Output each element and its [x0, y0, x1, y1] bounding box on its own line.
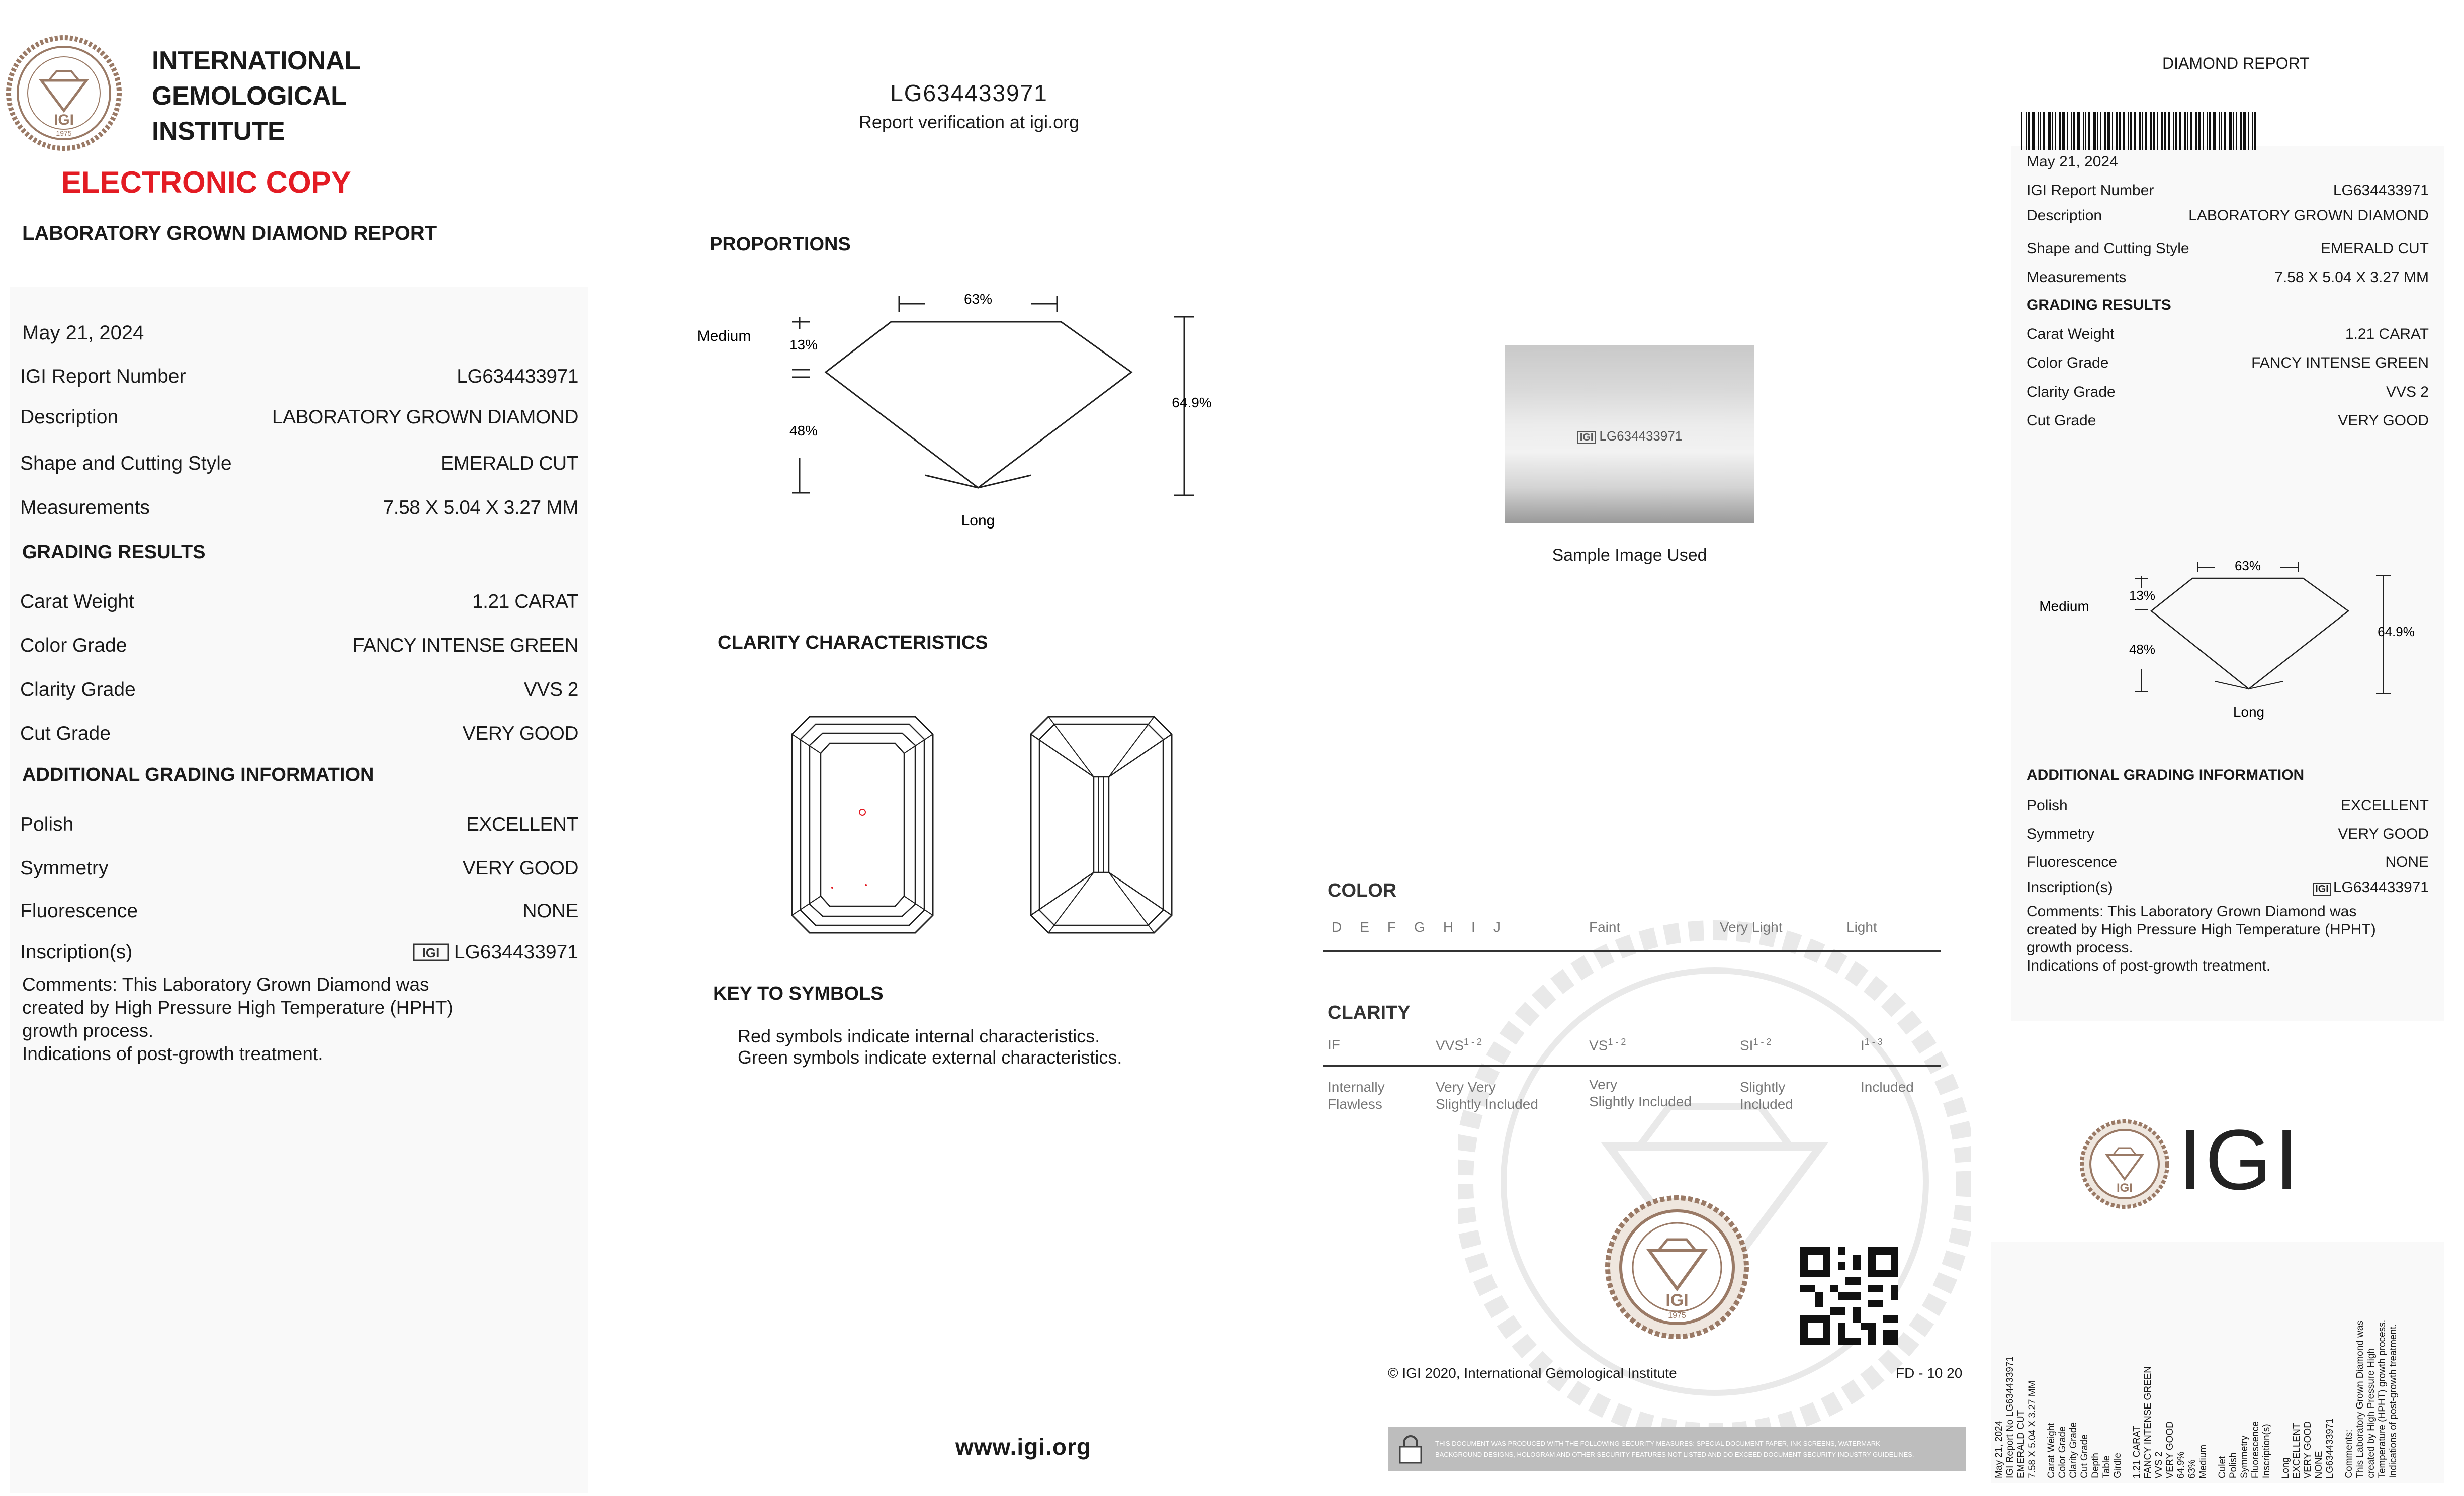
additional-row — [20, 941, 578, 963]
grading-row — [20, 723, 578, 745]
report-row — [20, 366, 578, 388]
key-line-red: Red symbols indicate internal characteristics. — [738, 1026, 1100, 1046]
additional-row — [20, 814, 578, 836]
barcode-bar — [2107, 112, 2110, 150]
right-grading-row: Color Grade FANCY INTENSE GREEN — [2027, 355, 2429, 371]
clarity-grade-vvs: VVS$^{1 - 2}$ — [1436, 1037, 1482, 1053]
color-letter: F — [1387, 919, 1396, 935]
row-label: Description — [20, 406, 119, 428]
stub-col-6: Comments: This Laboratory Grown Diamond was created by High Pressure High Temperature (HPHT) growth process. Indications of post-growth treatment. — [2344, 1319, 2399, 1478]
color-range-light: Light — [1846, 919, 1877, 935]
barcode-bar — [2116, 112, 2118, 150]
barcode-bar — [2142, 112, 2143, 150]
barcode-bar — [2059, 112, 2061, 150]
proportions-diagram — [689, 282, 1232, 543]
clarity-grade-vs: VS$^{1 - 2}$ — [1589, 1037, 1626, 1053]
report-barcode — [2021, 112, 2263, 150]
barcode-bar — [2139, 112, 2141, 150]
color-letter: H — [1443, 919, 1454, 935]
grading-results-heading: GRADING RESULTS — [22, 542, 206, 563]
row-label: IGI Report Number — [20, 366, 186, 387]
stub-col-3: 1.21 CARAT FANCY INTENSE GREEN VVS 2 VERY GOOD 64.9% 63% Medium — [2132, 1366, 2209, 1478]
electronic-copy-label: ELECTRONIC COPY — [61, 165, 351, 199]
right-panel-header: DIAMOND REPORT — [2162, 54, 2310, 72]
svg-text:64.9%: 64.9% — [2378, 624, 2415, 639]
barcode-bar — [2229, 112, 2232, 150]
report-row — [20, 406, 578, 428]
right-report-row: IGI Report Number LG634433971 — [2027, 182, 2429, 199]
report-title: LABORATORY GROWN DIAMOND REPORT — [22, 222, 437, 244]
inscription-value: IGI LG634433971 — [412, 941, 578, 963]
stub-col-1: May 21, 2024 IGI Report No LG634433971 EMERALD CUT 7.58 X 5.04 X 3.27 MM — [1994, 1356, 2038, 1478]
clarity-desc-vvs: Very Very Slightly Included — [1436, 1079, 1538, 1112]
brand-line-3: INSTITUTE — [152, 117, 285, 146]
barcode-bar — [2026, 112, 2027, 150]
svg-text:48%: 48% — [2129, 642, 2156, 657]
svg-text:Medium: Medium — [2039, 598, 2089, 614]
sample-caption: Sample Image Used — [1552, 546, 1707, 565]
barcode-bar — [2221, 112, 2222, 150]
barcode-bar — [2073, 112, 2075, 150]
row-label: Cut Grade — [20, 723, 111, 744]
color-letters — [1332, 919, 1501, 935]
key-to-symbols-heading: KEY TO SYMBOLS — [713, 983, 884, 1004]
report-row — [20, 453, 578, 475]
brand-line-2: GEMOLOGICAL — [152, 81, 347, 111]
stub-col-5: Long EXCELLENT VERY GOOD NONE LG634433971 — [2280, 1418, 2335, 1478]
svg-text:IGI: IGI — [53, 112, 74, 128]
right-additional-row: Fluorescence NONE — [2027, 854, 2429, 870]
clarity-grade-i: $I^{1 - 3}$ — [1861, 1037, 1883, 1053]
right-grading-row: Clarity Grade VVS 2 — [2027, 384, 2429, 400]
barcode-bar — [2104, 112, 2106, 150]
barcode-bar — [2043, 112, 2045, 150]
proportions-heading: PROPORTIONS — [710, 234, 851, 255]
verification-qr-code[interactable] — [1800, 1247, 1898, 1345]
barcode-bar — [2207, 112, 2208, 150]
barcode-bar — [2203, 112, 2204, 150]
color-letter: J — [1493, 919, 1501, 935]
barcode-bar — [2055, 112, 2056, 150]
barcode-bar — [2233, 112, 2234, 150]
copyright-text: © IGI 2020, International Gemological Institute — [1388, 1365, 1677, 1381]
row-value: NONE — [522, 900, 578, 922]
barcode-bar — [2254, 112, 2256, 150]
barcode-bar — [2100, 112, 2101, 150]
right-grading-row: Carat Weight 1.21 CARAT — [2027, 326, 2429, 342]
right-grading-row: Cut Grade VERY GOOD — [2027, 412, 2429, 429]
barcode-bar — [2224, 112, 2226, 150]
row-label: Clarity Grade — [20, 679, 136, 700]
igi-certification-seal-icon — [1604, 1194, 1750, 1340]
row-label: Color Grade — [20, 635, 127, 656]
clarity-plot-crown — [789, 714, 935, 935]
security-notice-text: THIS DOCUMENT WAS PRODUCED WITH THE FOLLOWING SECURITY MEASURES: SPECIAL DOCUMENT PAPER, INK SCREENS, WATERMARK BACKGROUND DESIGNS, HOLOGRAM AND OTHER SECURITY FEATURES NOT LISTED AND DO EXCEED DOCUMENT SECURITY INDUSTRY GUIDELINES. — [1435, 1440, 1914, 1458]
barcode-bar — [2168, 112, 2170, 150]
svg-text:13%: 13% — [2129, 588, 2156, 603]
depth-pct-label: 64.9% — [1172, 395, 1212, 410]
barcode-bar — [2248, 112, 2249, 150]
barcode-bar — [2164, 112, 2166, 150]
barcode-bar — [2085, 112, 2086, 150]
barcode-bar — [2190, 112, 2192, 150]
row-value: EMERALD CUT — [440, 453, 578, 474]
pavilion-pct-label: 48% — [789, 423, 818, 438]
barcode-bar — [2083, 112, 2084, 150]
row-label: Fluorescence — [20, 900, 138, 922]
barcode-bar — [2123, 112, 2125, 150]
svg-text:1975: 1975 — [56, 129, 72, 137]
barcode-bar — [2240, 112, 2242, 150]
stub-columns — [1994, 1242, 2399, 1478]
right-report-row: Shape and Cutting Style EMERALD CUT — [2027, 240, 2429, 257]
barcode-bar — [2071, 112, 2072, 150]
color-range-faint: Faint — [1589, 919, 1621, 935]
barcode-bar — [2028, 112, 2030, 150]
row-label: Symmetry — [20, 857, 109, 879]
svg-text:IGI: IGI — [1665, 1291, 1689, 1310]
barcode-bar — [2128, 112, 2129, 150]
right-additional-heading: ADDITIONAL GRADING INFORMATION — [2027, 767, 2305, 783]
barcode-bar — [2179, 112, 2181, 150]
right-report-row: Description LABORATORY GROWN DIAMOND — [2027, 207, 2429, 224]
barcode-bar — [2040, 112, 2041, 150]
color-range-very-light: Very Light — [1720, 919, 1783, 935]
form-code: FD - 10 20 — [1896, 1365, 1963, 1381]
igi-mark-icon — [412, 942, 450, 962]
svg-text:IGI: IGI — [422, 945, 440, 960]
barcode-bar — [2038, 112, 2039, 150]
barcode-bar — [2213, 112, 2216, 150]
right-proportions-diagram — [2021, 553, 2434, 724]
barcode-bar — [2252, 112, 2253, 150]
barcode-bar — [2219, 112, 2220, 150]
svg-text:Long: Long — [2233, 704, 2265, 720]
right-additional-row: Symmetry VERY GOOD — [2027, 826, 2429, 842]
color-scale-rule — [1323, 950, 1941, 952]
report-verification-text: Report verification at igi.org — [858, 112, 1080, 132]
sample-image — [1505, 345, 1754, 523]
barcode-bar — [2088, 112, 2090, 150]
clarity-desc-i: Included — [1861, 1079, 1914, 1095]
row-label: Shape and Cutting Style — [20, 453, 232, 474]
igi-logo-text: IGI — [2178, 1112, 2302, 1208]
grading-row — [20, 591, 578, 613]
barcode-bar — [2021, 112, 2022, 150]
clarity-desc-vs: Very Slightly Included — [1589, 1077, 1692, 1109]
barcode-bar — [2077, 112, 2080, 150]
row-label: Measurements — [20, 497, 150, 518]
lock-icon — [1393, 1432, 1428, 1467]
row-value: 7.58 X 5.04 X 3.27 MM — [383, 497, 578, 518]
row-value: VERY GOOD — [462, 857, 578, 879]
clarity-grade-if: IF — [1328, 1037, 1340, 1052]
color-letter: I — [1471, 919, 1475, 935]
svg-text:63%: 63% — [2234, 558, 2261, 573]
barcode-bar — [2062, 112, 2065, 150]
clarity-characteristics-heading: CLARITY CHARACTERISTICS — [718, 632, 988, 653]
barcode-bar — [2112, 112, 2113, 150]
barcode-bar — [2209, 112, 2211, 150]
row-value: LG634433971 — [457, 366, 578, 387]
brand-line-1: INTERNATIONAL — [152, 46, 361, 75]
svg-text:IGI: IGI — [2116, 1181, 2133, 1195]
barcode-bar — [2236, 112, 2237, 150]
right-grading-heading: GRADING RESULTS — [2027, 297, 2171, 313]
barcode-bar — [2048, 112, 2051, 150]
report-row — [20, 497, 578, 519]
color-letter: D — [1332, 919, 1342, 935]
right-comments: Comments: This Laboratory Grown Diamond was created by High Pressure High Temperature (HPHT) growth process. Indications of post-growth treatment. — [2027, 903, 2376, 974]
right-report-row: Measurements 7.58 X 5.04 X 3.27 MM — [2027, 269, 2429, 286]
color-letter: E — [1360, 919, 1369, 935]
barcode-bar — [2145, 112, 2147, 150]
barcode-bar — [2243, 112, 2246, 150]
comments-text: Comments: This Laboratory Grown Diamond was created by High Pressure High Temperature (HPHT) growth process. Indications of post-growth treatment. — [22, 974, 453, 1064]
right-additional-row: Inscription(s) IGI LG634433971 — [2027, 879, 2429, 896]
additional-row — [20, 857, 578, 879]
table-pct-label: 63% — [963, 291, 993, 307]
svg-text:1975: 1975 — [1668, 1311, 1686, 1320]
website-link[interactable]: www.igi.org — [955, 1434, 1091, 1460]
clarity-scale-heading: CLARITY — [1328, 1002, 1411, 1023]
barcode-bar — [2150, 112, 2152, 150]
row-value: VERY GOOD — [462, 723, 578, 744]
culet-label: Long — [961, 512, 995, 529]
stub-col-4: Culet Polish Symmetry Fluorescence Inscription(s) — [2217, 1421, 2272, 1478]
barcode-bar — [2157, 112, 2158, 150]
row-value: VVS 2 — [523, 679, 578, 700]
color-letter: G — [1414, 919, 1425, 935]
sample-inscription: IGI LG634433971 — [1505, 428, 1754, 444]
grading-row — [20, 679, 578, 701]
row-label: Inscription(s) — [20, 941, 133, 963]
barcode-bar — [2161, 112, 2163, 150]
barcode-bar — [2130, 112, 2132, 150]
stub-col-2: Carat Weight Color Grade Clarity Grade Cut Grade Depth Table Girdle — [2046, 1422, 2123, 1478]
igi-mark-icon: IGI — [2313, 883, 2331, 896]
color-scale-heading: COLOR — [1328, 880, 1397, 901]
barcode-bar — [2119, 112, 2121, 150]
barcode-bar — [2198, 112, 2201, 150]
row-value: EXCELLENT — [466, 814, 578, 835]
barcode-bar — [2173, 112, 2174, 150]
row-label: Carat Weight — [20, 591, 134, 612]
additional-grading-heading: ADDITIONAL GRADING INFORMATION — [22, 764, 374, 785]
clarity-desc-if: Internally Flawless — [1328, 1079, 1385, 1112]
row-value: FANCY INTENSE GREEN — [352, 635, 578, 656]
igi-mark-icon: IGI — [1577, 431, 1597, 444]
clarity-desc-si: Slightly Included — [1740, 1079, 1793, 1112]
barcode-bar — [2195, 112, 2197, 150]
barcode-bar — [2134, 112, 2136, 150]
barcode-bar — [2187, 112, 2188, 150]
clarity-scale-rule — [1323, 1065, 1941, 1067]
additional-row — [20, 900, 578, 922]
row-label: Polish — [20, 814, 74, 835]
row-value: LABORATORY GROWN DIAMOND — [272, 406, 578, 428]
igi-seal-icon — [6, 35, 122, 151]
right-date: May 21, 2024 — [2027, 153, 2118, 170]
clarity-plot-pavilion — [1028, 714, 1174, 935]
barcode-bar — [2097, 112, 2098, 150]
report-date: May 21, 2024 — [22, 322, 144, 344]
barcode-bar — [2175, 112, 2177, 150]
brand-name — [152, 43, 360, 149]
row-value: 1.21 CARAT — [472, 591, 578, 612]
center-report-number: LG634433971 — [890, 80, 1048, 106]
barcode-bar — [2052, 112, 2053, 150]
barcode-bar — [2067, 112, 2068, 150]
girdle-label: Medium — [697, 328, 751, 344]
crown-pct-label: 13% — [789, 337, 818, 353]
right-additional-row: Polish EXCELLENT — [2027, 797, 2429, 814]
barcode-bar — [2032, 112, 2035, 150]
igi-logo-icon — [2079, 1119, 2170, 1209]
barcode-bar — [2093, 112, 2096, 150]
grading-row — [20, 635, 578, 657]
key-line-green: Green symbols indicate external characteristics. — [738, 1047, 1122, 1068]
security-notice — [1388, 1427, 1966, 1471]
barcode-bar — [2184, 112, 2186, 150]
clarity-grade-si: SI$^{1 - 2}$ — [1740, 1037, 1772, 1053]
barcode-bar — [2153, 112, 2155, 150]
